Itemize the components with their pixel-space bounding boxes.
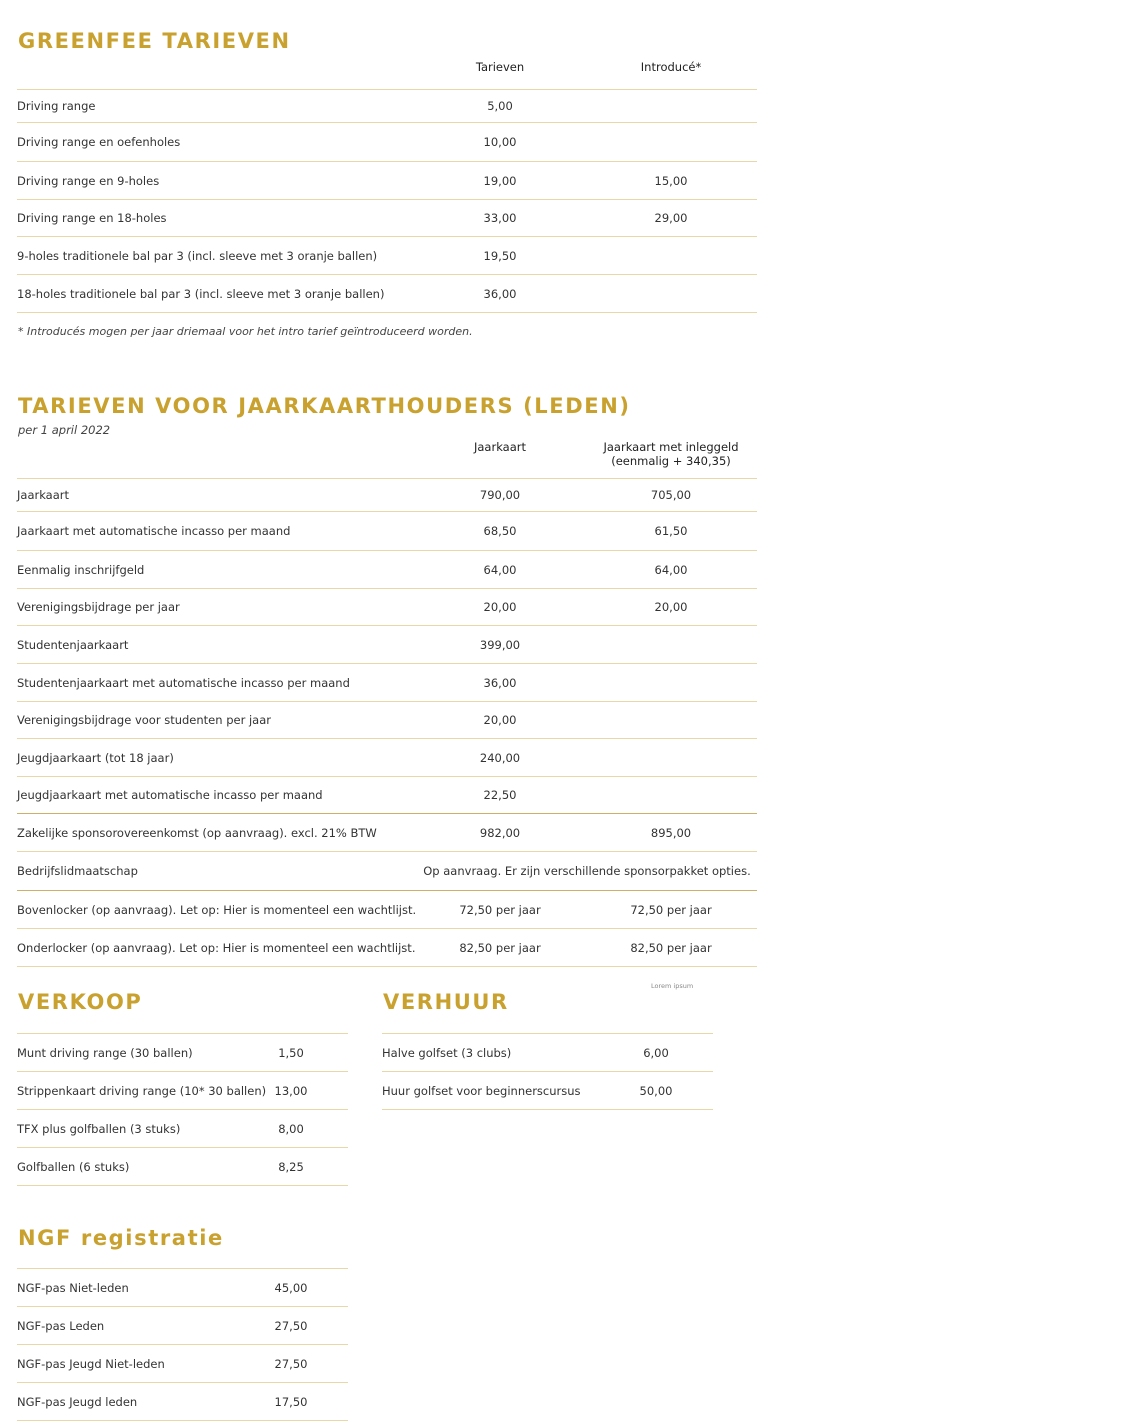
row-value-tarief: 36,00 bbox=[483, 286, 517, 301]
row-label: Driving range en oefenholes bbox=[17, 135, 181, 149]
row-label: Jaarkaart met automatische incasso per maand bbox=[17, 524, 291, 538]
row-value-jaarkaart: 68,50 bbox=[483, 524, 517, 538]
row-value: 8,25 bbox=[278, 1159, 304, 1174]
row-value-jaarkaart: 20,00 bbox=[483, 713, 517, 727]
table-row bbox=[17, 891, 757, 929]
table-row bbox=[17, 551, 757, 589]
table-row bbox=[17, 1148, 348, 1186]
leden-col-inleggeld-line1: Jaarkaart met inleggeld bbox=[603, 440, 739, 454]
row-label: NGF-pas Niet-leden bbox=[17, 1280, 129, 1295]
locker-label: Bovenlocker (op aanvraag). Let op: Hier is momenteel een wachtlijst. bbox=[17, 902, 417, 917]
row-label: Halve golfset (3 clubs) bbox=[382, 1045, 512, 1060]
table-row bbox=[17, 852, 757, 891]
row-value-jaarkaart: 64,00 bbox=[483, 562, 517, 577]
row-label: Munt driving range (30 ballen) bbox=[17, 1045, 193, 1060]
row-value: 6,00 bbox=[643, 1045, 669, 1060]
row-value-tarief: 5,00 bbox=[487, 99, 513, 113]
row-label: Strippenkaart driving range (10* 30 ballen) bbox=[17, 1083, 267, 1098]
leden-col-inleggeld-line2: (eenmalig + 340,35) bbox=[611, 454, 731, 468]
verhuur-table bbox=[382, 1033, 713, 1110]
row-value-introduce bbox=[611, 123, 731, 161]
row-label: Driving range en 18-holes bbox=[17, 211, 167, 225]
verhuur-title: VERHUUR bbox=[383, 990, 509, 1014]
greenfee-col-introduce: Introducé* bbox=[640, 60, 702, 74]
row-value-inleggeld: 64,00 bbox=[654, 562, 688, 577]
row-value-inleggeld bbox=[611, 702, 731, 738]
row-value: 8,00 bbox=[278, 1121, 304, 1136]
row-value-jaarkaart: 22,50 bbox=[483, 788, 517, 802]
locker-value-jaarkaart: 82,50 per jaar bbox=[459, 940, 541, 955]
table-row bbox=[17, 814, 757, 852]
greenfee-col-tarieven: Tarieven bbox=[475, 60, 525, 74]
table-row bbox=[17, 123, 757, 162]
table-row bbox=[17, 479, 757, 512]
table-row bbox=[17, 90, 757, 123]
row-value-tarief: 19,00 bbox=[483, 173, 517, 188]
table-row bbox=[382, 1072, 713, 1110]
row-label: NGF-pas Jeugd Niet-leden bbox=[17, 1356, 165, 1371]
row-value-inleggeld bbox=[611, 777, 731, 813]
row-value: 27,50 bbox=[274, 1356, 308, 1371]
greenfee-title: GREENFEE TARIEVEN bbox=[18, 29, 291, 53]
table-row bbox=[17, 162, 757, 200]
greenfee-note: * Introducés mogen per jaar driemaal voor het intro tarief geïntroduceerd worden. bbox=[18, 325, 473, 338]
leden-subtitle: per 1 april 2022 bbox=[18, 423, 111, 437]
leden-title: TARIEVEN VOOR JAARKAARTHOUDERS (LEDEN) bbox=[18, 394, 631, 418]
verkoop-title: VERKOOP bbox=[18, 990, 143, 1014]
locker-label: Onderlocker (op aanvraag). Let op: Hier is momenteel een wachtlijst. bbox=[17, 940, 416, 955]
locker-value-inleggeld: 72,50 per jaar bbox=[630, 902, 712, 917]
row-value: 1,50 bbox=[278, 1045, 304, 1060]
row-value-inleggeld: 61,50 bbox=[654, 524, 688, 538]
row-value-jaarkaart: 982,00 bbox=[479, 825, 521, 840]
leden-table bbox=[17, 478, 757, 967]
table-row bbox=[17, 1345, 348, 1383]
table-row bbox=[17, 1307, 348, 1345]
row-label: 9-holes traditionele bal par 3 (incl. sleeve met 3 oranje ballen) bbox=[17, 248, 378, 263]
row-label: TFX plus golfballen (3 stuks) bbox=[17, 1121, 181, 1136]
table-row bbox=[17, 702, 757, 739]
row-value-introduce bbox=[611, 90, 731, 122]
locker-value-inleggeld: 82,50 per jaar bbox=[630, 940, 712, 955]
lorem-ipsum-text: Lorem ipsum bbox=[651, 982, 694, 990]
row-label: NGF-pas Jeugd leden bbox=[17, 1394, 138, 1409]
row-value: 13,00 bbox=[274, 1083, 308, 1098]
row-label: Driving range bbox=[17, 99, 96, 113]
ngf-table bbox=[17, 1268, 348, 1421]
row-label: Jeugdjaarkaart met automatische incasso per maand bbox=[17, 788, 323, 802]
verkoop-table bbox=[17, 1033, 348, 1186]
row-value-introduce bbox=[611, 275, 731, 312]
leden-col-inleggeld bbox=[591, 440, 751, 468]
table-row bbox=[17, 739, 757, 777]
row-value-introduce: 29,00 bbox=[654, 211, 688, 225]
bedrijf-label: Bedrijfslidmaatschap bbox=[17, 864, 138, 878]
table-row bbox=[17, 1072, 348, 1110]
row-value-tarief: 19,50 bbox=[483, 248, 517, 263]
row-value-introduce bbox=[611, 237, 731, 274]
row-label: Jaarkaart bbox=[17, 488, 70, 502]
table-row bbox=[17, 589, 757, 626]
row-value-tarief: 10,00 bbox=[483, 135, 517, 149]
row-label: Driving range en 9-holes bbox=[17, 173, 160, 188]
row-label: 18-holes traditionele bal par 3 (incl. sleeve met 3 oranje ballen) bbox=[17, 286, 385, 301]
table-row bbox=[17, 237, 757, 275]
row-value-inleggeld bbox=[611, 664, 731, 701]
row-label: Eenmalig inschrijfgeld bbox=[17, 562, 145, 577]
row-label: Verenigingsbijdrage per jaar bbox=[17, 600, 180, 614]
ngf-title: NGF registratie bbox=[18, 1226, 224, 1250]
row-value: 17,50 bbox=[274, 1394, 308, 1409]
row-label: Studentenjaarkaart bbox=[17, 637, 129, 652]
table-row bbox=[17, 1110, 348, 1148]
table-row bbox=[17, 275, 757, 313]
table-row bbox=[17, 200, 757, 237]
row-value: 27,50 bbox=[274, 1318, 308, 1333]
bedrijf-value: Op aanvraag. Er zijn verschillende sponsorpakket opties. bbox=[423, 864, 751, 878]
row-value-inleggeld: 895,00 bbox=[650, 825, 692, 840]
table-row bbox=[382, 1034, 713, 1072]
table-row bbox=[17, 1383, 348, 1421]
row-value-inleggeld bbox=[611, 739, 731, 776]
table-row bbox=[17, 929, 757, 967]
row-label: Huur golfset voor beginnerscursus bbox=[382, 1083, 581, 1098]
table-row bbox=[17, 1034, 348, 1072]
row-label: Jeugdjaarkaart (tot 18 jaar) bbox=[17, 750, 174, 765]
table-row bbox=[17, 1269, 348, 1307]
row-label: Verenigingsbijdrage voor studenten per jaar bbox=[17, 713, 271, 727]
row-value: 45,00 bbox=[274, 1280, 308, 1295]
row-label: Zakelijke sponsorovereenkomst (op aanvraag). excl. 21% BTW bbox=[17, 825, 377, 840]
row-label: Golfballen (6 stuks) bbox=[17, 1159, 130, 1174]
table-row bbox=[17, 777, 757, 814]
row-label: Studentenjaarkaart met automatische incasso per maand bbox=[17, 675, 350, 690]
row-label: NGF-pas Leden bbox=[17, 1318, 105, 1333]
locker-value-jaarkaart: 72,50 per jaar bbox=[459, 902, 541, 917]
greenfee-table bbox=[17, 89, 757, 313]
row-value-jaarkaart: 20,00 bbox=[483, 600, 517, 614]
row-value-jaarkaart: 36,00 bbox=[483, 675, 517, 690]
row-value-jaarkaart: 240,00 bbox=[479, 750, 521, 765]
row-value-tarief: 33,00 bbox=[483, 211, 517, 225]
row-value: 50,00 bbox=[639, 1083, 673, 1098]
row-value-inleggeld: 20,00 bbox=[654, 600, 688, 614]
row-value-introduce: 15,00 bbox=[654, 173, 688, 188]
table-row bbox=[17, 512, 757, 551]
table-row bbox=[17, 664, 757, 702]
row-value-inleggeld: 705,00 bbox=[650, 488, 692, 502]
row-value-jaarkaart: 790,00 bbox=[479, 488, 521, 502]
leden-col-jaarkaart: Jaarkaart bbox=[473, 440, 526, 454]
row-value-inleggeld bbox=[611, 626, 731, 663]
row-value-jaarkaart: 399,00 bbox=[479, 637, 521, 652]
table-row bbox=[17, 626, 757, 664]
